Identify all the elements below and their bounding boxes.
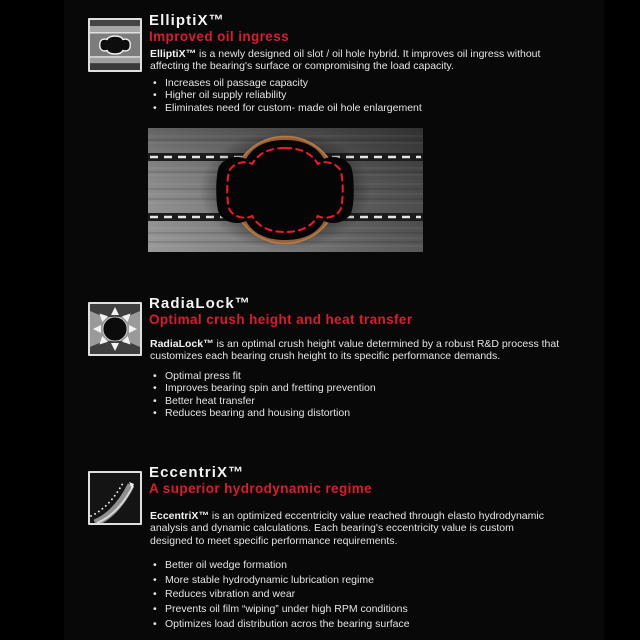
bullet-item: • Higher oil supply reliability: [152, 89, 572, 101]
bullet-item: • Eliminates need for custom- made oil hole enlargement: [152, 102, 572, 114]
section-subtitle: Improved oil ingress: [149, 29, 290, 44]
body-lead: RadiaLock™: [150, 338, 214, 350]
bullet-item: • Increases oil passage capacity: [152, 77, 572, 89]
bullet-item: • Improves bearing spin and fretting prevention: [152, 382, 572, 394]
bullet-item: • Reduces vibration and wear: [152, 587, 572, 602]
bullet-item: • Better heat transfer: [152, 395, 572, 407]
section-title: ElliptiX™: [149, 12, 225, 29]
bullet-item: • Optimizes load distribution acros the bearing surface: [152, 617, 572, 632]
bullet-item: • Reduces bearing and housing distortion: [152, 407, 572, 419]
body-rest: is an optimized eccentricity value reached through elasto hydrodynamic analysis and dynamic calculations. Each bearing's eccentricity value is custom designed to meet specific performance requirements.: [150, 510, 544, 547]
body-rest: is an optimal crush height value determined by a robust R&D process that customizes each bearing crush height to its specific performance demands.: [150, 338, 560, 362]
bullet-item: • Better oil wedge formation: [152, 558, 572, 573]
section-subtitle: A superior hydrodynamic regime: [149, 481, 373, 496]
section-subtitle: Optimal crush height and heat transfer: [149, 312, 413, 327]
body-lead: ElliptiX™: [150, 48, 197, 60]
section-title: RadiaLock™: [149, 295, 251, 312]
bullet-item: • Prevents oil film “wiping” under high RPM conditions: [152, 602, 572, 617]
bullet-item: • Optimal press fit: [152, 370, 572, 382]
section-title: EccentriX™: [149, 464, 245, 481]
content-panel: [64, 0, 604, 640]
body-rest: is a newly designed oil slot / oil hole hybrid. It improves oil ingress without affecting the bearing's surface or compromising the load capacity.: [150, 48, 541, 72]
bullet-item: • More stable hydrodynamic lubrication regime: [152, 573, 572, 588]
body-lead: EccentriX™: [150, 510, 209, 522]
